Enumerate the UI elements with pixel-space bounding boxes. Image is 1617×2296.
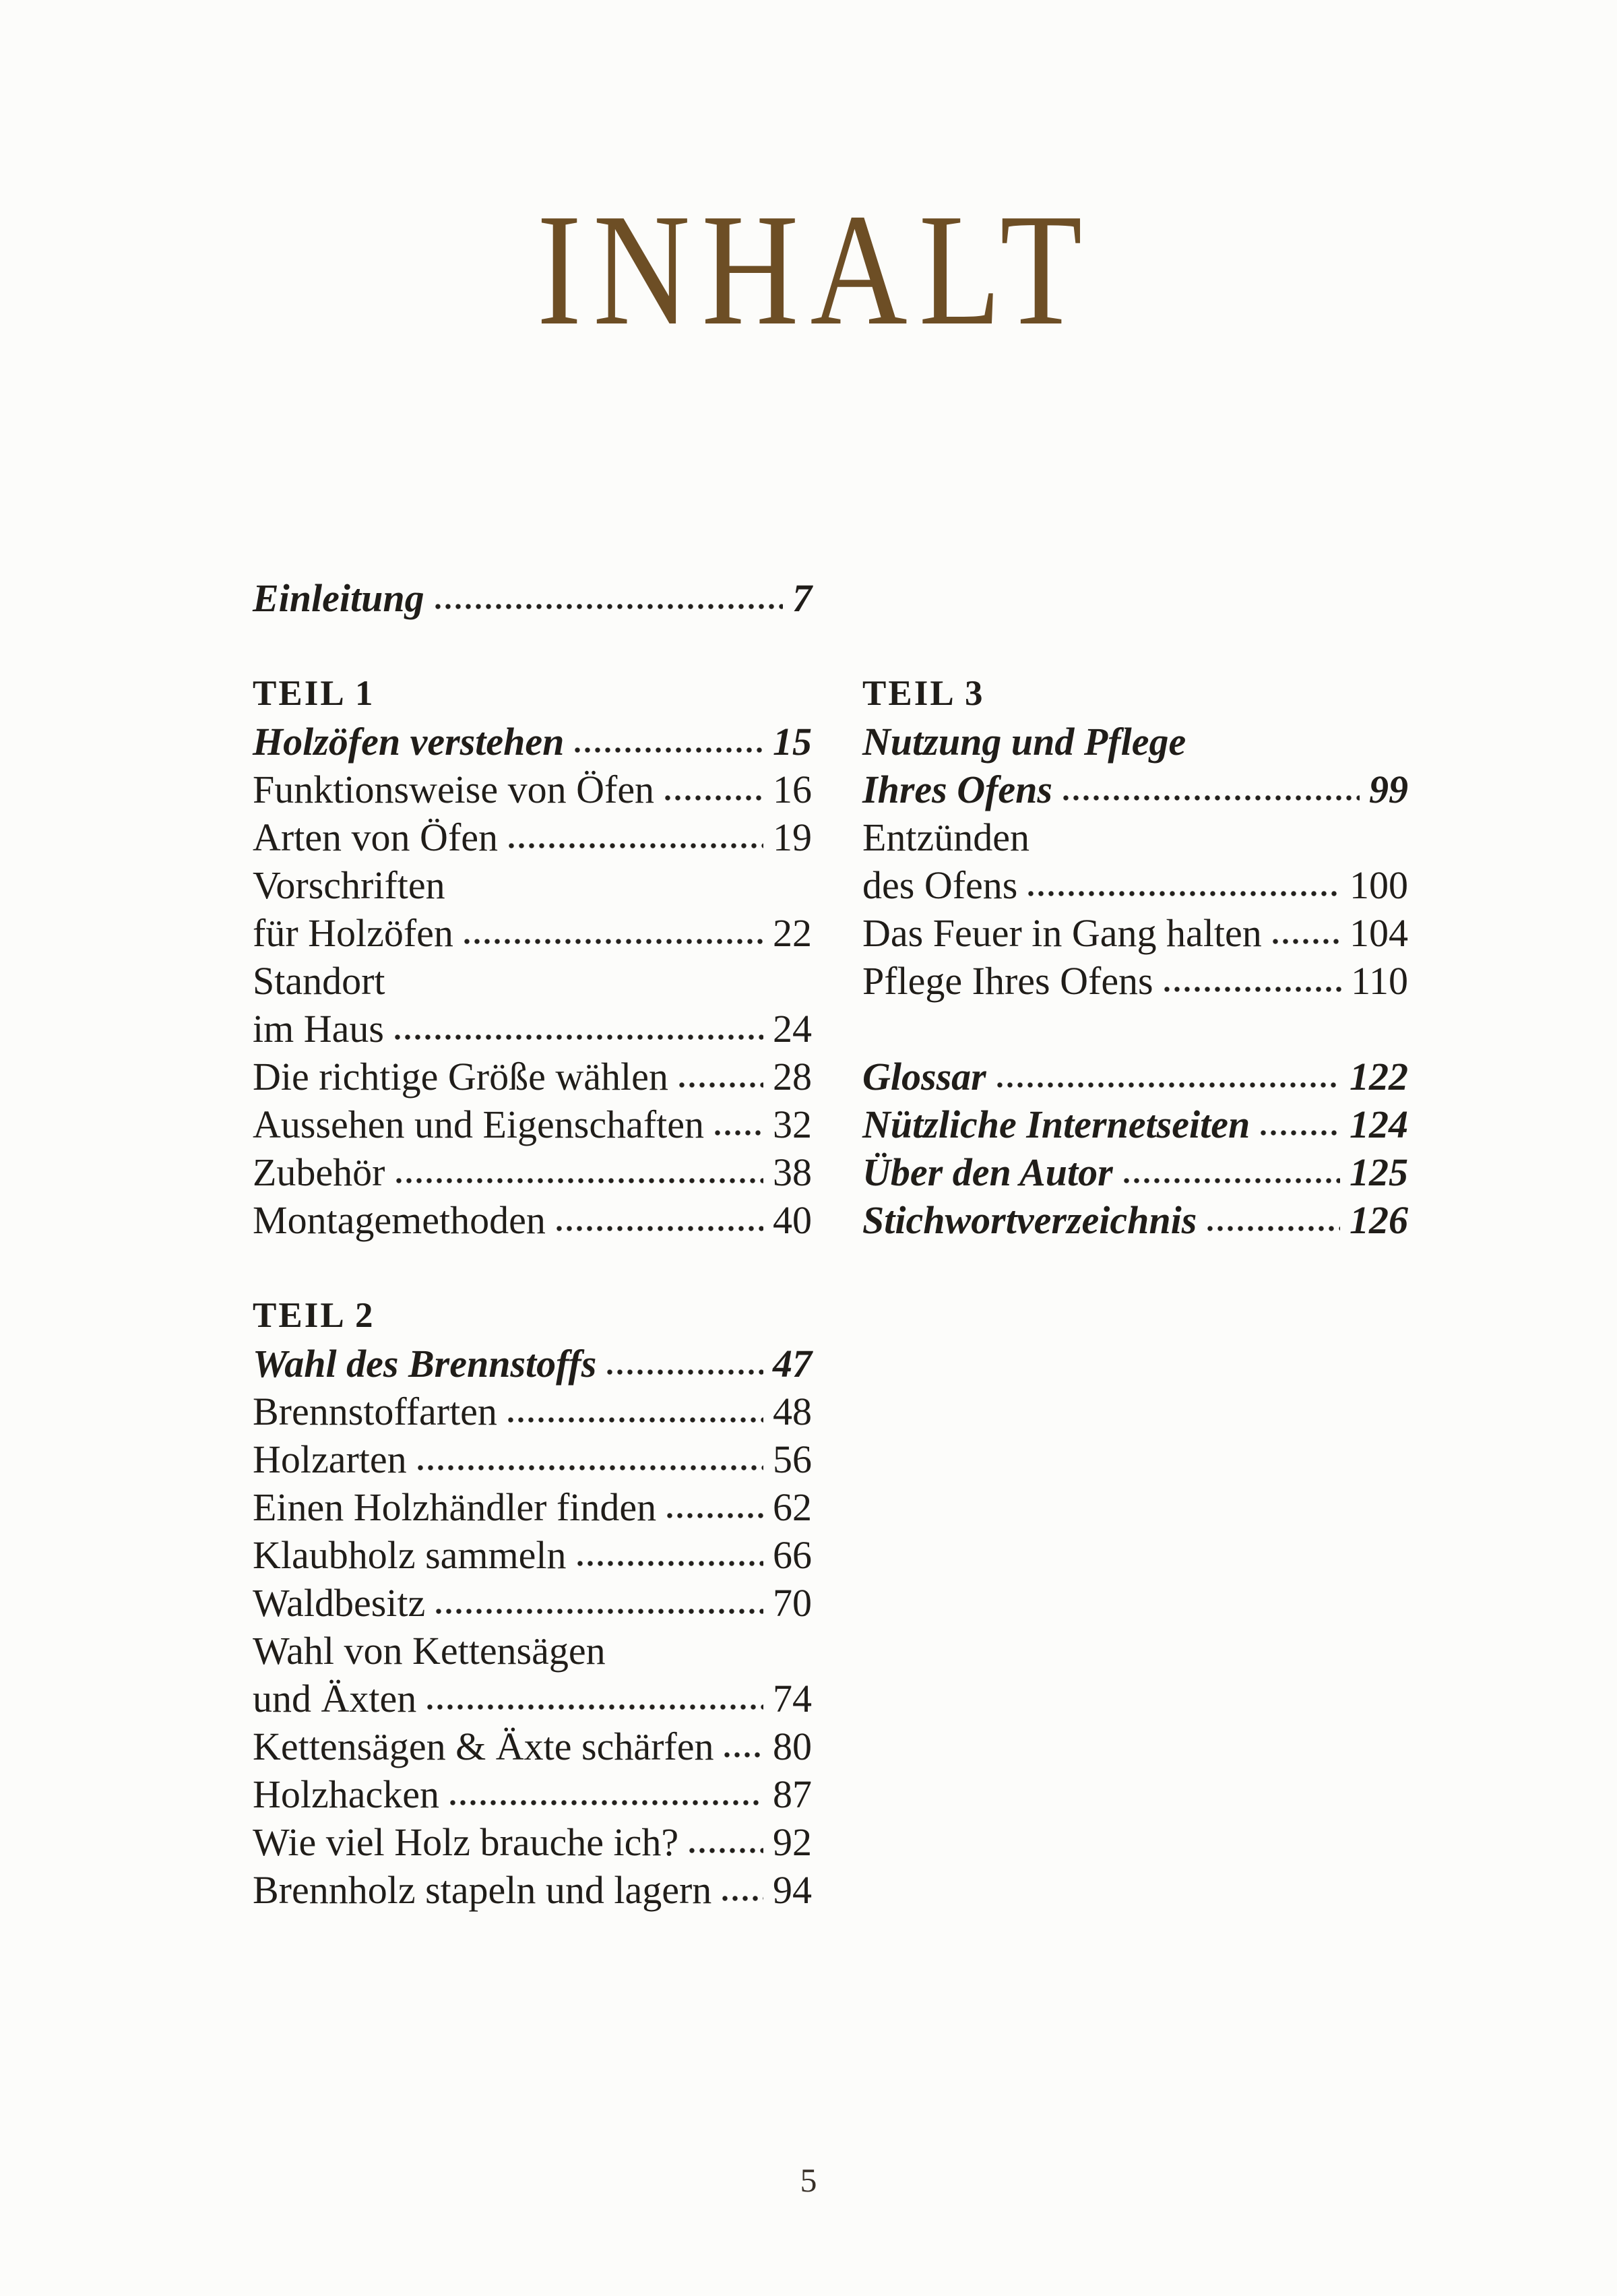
entry-page: 47	[773, 1342, 812, 1386]
entry-label: Holzarten	[253, 1437, 407, 1481]
entry-page: 24	[773, 1007, 812, 1051]
entry-label: Kettensägen & Äxte schärfen	[253, 1725, 714, 1768]
entry-label: Vorschriften	[253, 863, 445, 907]
dot-leader	[689, 1846, 763, 1855]
toc-entry-row	[253, 1627, 812, 1675]
entry-label: Nutzung und Pflege	[862, 720, 1186, 764]
toc-entry-row	[862, 766, 1408, 813]
toc-section	[862, 1053, 1408, 1244]
entry-page: 122	[1350, 1055, 1408, 1098]
entry-label: Wie viel Holz brauche ich?	[253, 1820, 679, 1864]
entry-label: Holzöfen verstehen	[253, 720, 565, 764]
toc-columns	[253, 574, 1408, 1914]
section-header: TEIL 3	[862, 674, 985, 713]
toc-section	[253, 574, 812, 622]
entry-page: 28	[773, 1055, 812, 1098]
dot-leader	[679, 1080, 763, 1090]
toc-entry-row	[253, 1866, 812, 1914]
toc-entry-row	[862, 1053, 1408, 1100]
toc-entry-row	[862, 861, 1408, 909]
entry-label: Standort	[253, 959, 385, 1003]
toc-entry-row	[862, 718, 1408, 766]
section-header: TEIL 1	[253, 674, 375, 713]
entry-page: 124	[1350, 1103, 1408, 1146]
toc-entry-row	[253, 766, 812, 813]
toc-entry-row	[253, 1388, 812, 1435]
dot-leader	[395, 1032, 763, 1042]
dot-leader	[435, 602, 783, 611]
dot-leader	[427, 1702, 763, 1712]
toc-entry-row	[253, 1196, 812, 1244]
entry-label: Zubehör	[253, 1150, 385, 1194]
toc-entry-row	[862, 1100, 1408, 1148]
entry-page: 94	[773, 1868, 812, 1912]
entry-label: Funktionsweise von Öfen	[253, 768, 655, 811]
toc-entry-row	[253, 1435, 812, 1483]
dot-leader	[1273, 937, 1340, 946]
page-title-text: INHALT	[536, 181, 1094, 359]
toc-entry-row	[253, 1579, 812, 1627]
entry-page: 66	[773, 1533, 812, 1577]
toc-entry-row	[862, 1148, 1408, 1196]
toc-entry-row	[253, 1148, 812, 1196]
dot-leader	[724, 1750, 763, 1760]
entry-page: 126	[1350, 1198, 1408, 1242]
dot-leader	[436, 1607, 763, 1616]
entry-label: Montagemethoden	[253, 1198, 546, 1242]
entry-label: Das Feuer in Gang halten	[862, 911, 1262, 955]
entry-label: Einleitung	[253, 576, 424, 620]
entry-page: 100	[1350, 863, 1408, 907]
dot-leader	[575, 745, 763, 755]
toc-entry-row	[253, 718, 812, 766]
toc-entry-row	[253, 957, 812, 1005]
entry-label: Wahl des Brennstoffs	[253, 1342, 597, 1386]
entry-label: Aussehen und Eigenschaften	[253, 1103, 705, 1146]
entry-page: 19	[773, 815, 812, 859]
entry-page: 99	[1369, 768, 1408, 811]
entry-label: Waldbesitz	[253, 1581, 426, 1625]
dot-leader	[1207, 1224, 1340, 1233]
toc-entry-row	[253, 1483, 812, 1531]
entry-page: 7	[792, 576, 812, 620]
dot-leader	[1164, 985, 1342, 994]
entry-label: Holzhacken	[253, 1772, 439, 1816]
entry-label: Brennstoffarten	[253, 1390, 497, 1433]
entry-label: Ihres Ofens	[862, 768, 1052, 811]
entry-label: und Äxten	[253, 1677, 417, 1720]
dot-leader	[1063, 793, 1360, 803]
dot-leader	[1261, 1128, 1340, 1138]
dot-leader	[665, 793, 763, 803]
entry-page: 92	[773, 1820, 812, 1864]
entry-label: Brennholz stapeln und lagern	[253, 1868, 712, 1912]
dot-leader	[1028, 889, 1340, 898]
entry-page: 15	[773, 720, 812, 764]
toc-entry-row	[253, 1770, 812, 1818]
dot-leader	[396, 1176, 764, 1185]
entry-label: Stichwortverzeichnis	[862, 1198, 1197, 1242]
toc-entry-row	[862, 813, 1408, 861]
toc-entry-row	[862, 957, 1408, 1005]
dot-leader	[715, 1128, 763, 1138]
entry-label: Die richtige Größe wählen	[253, 1055, 668, 1098]
entry-page: 62	[773, 1485, 812, 1529]
toc-entry-row	[862, 1196, 1408, 1244]
toc-section	[253, 670, 812, 1244]
entry-page: 32	[773, 1103, 812, 1146]
toc-entry-row	[253, 1675, 812, 1723]
entry-label: Über den Autor	[862, 1150, 1113, 1194]
dot-leader	[607, 1367, 763, 1377]
dot-leader	[577, 1559, 763, 1568]
entry-page: 38	[773, 1150, 812, 1194]
toc-entry-row	[253, 1340, 812, 1388]
toc-entry-row	[253, 909, 812, 957]
toc-entry-row	[253, 1100, 812, 1148]
dot-leader	[450, 1798, 763, 1807]
entry-label: für Holzöfen	[253, 911, 453, 955]
toc-entry-row	[253, 813, 812, 861]
toc-entry-row	[253, 1723, 812, 1770]
entry-page: 56	[773, 1437, 812, 1481]
entry-label: Pflege Ihres Ofens	[862, 959, 1153, 1003]
entry-label: Glossar	[862, 1055, 986, 1098]
entry-page: 104	[1350, 911, 1408, 955]
entry-page: 74	[773, 1677, 812, 1720]
dot-leader	[418, 1463, 763, 1472]
toc-entry-row	[862, 909, 1408, 957]
section-header: TEIL 2	[253, 1296, 375, 1335]
page-title	[0, 181, 1617, 359]
toc-entry-row	[253, 1531, 812, 1579]
entry-label: im Haus	[253, 1007, 384, 1051]
entry-label: Arten von Öfen	[253, 815, 499, 859]
entry-page: 110	[1351, 959, 1408, 1003]
page-number: 5	[800, 2161, 817, 2199]
entry-page: 80	[773, 1725, 812, 1768]
dot-leader	[667, 1511, 763, 1520]
entry-page: 22	[773, 911, 812, 955]
entry-label: Einen Holzhändler finden	[253, 1485, 657, 1529]
entry-label: des Ofens	[862, 863, 1018, 907]
toc-column-left	[253, 574, 812, 1914]
toc-entry-row	[253, 1053, 812, 1100]
entry-page: 70	[773, 1581, 812, 1625]
dot-leader	[508, 1415, 763, 1425]
entry-page: 40	[773, 1198, 812, 1242]
toc-section	[862, 670, 1408, 1005]
dot-leader	[722, 1894, 763, 1903]
entry-label: Entzünden	[862, 815, 1030, 859]
dot-leader	[509, 841, 763, 850]
entry-label: Wahl von Kettensägen	[253, 1629, 606, 1673]
entry-page: 125	[1350, 1150, 1408, 1194]
toc-entry-row	[253, 861, 812, 909]
entry-page: 87	[773, 1772, 812, 1816]
entry-label: Nützliche Internetseiten	[862, 1103, 1250, 1146]
entry-page: 48	[773, 1390, 812, 1433]
dot-leader	[464, 937, 763, 946]
dot-leader	[997, 1080, 1340, 1090]
entry-page: 16	[773, 768, 812, 811]
toc-entry-row	[253, 574, 812, 622]
toc-entry-row	[253, 1818, 812, 1866]
dot-leader	[557, 1224, 763, 1233]
toc-entry-row	[253, 1005, 812, 1053]
dot-leader	[1124, 1176, 1340, 1185]
entry-label: Klaubholz sammeln	[253, 1533, 567, 1577]
toc-section	[253, 1292, 812, 1914]
toc-column-right	[862, 574, 1408, 1914]
